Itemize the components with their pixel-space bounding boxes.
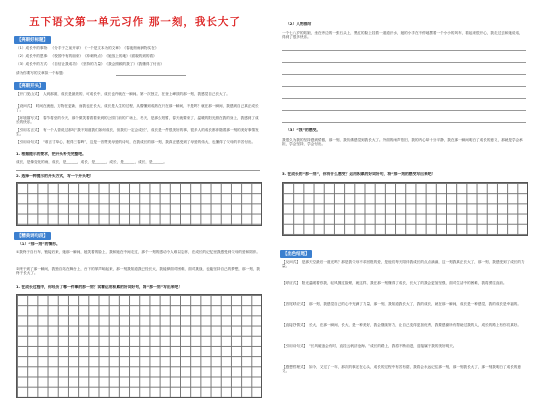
- question-2: 2. 选择一种提示的开头方式，写一个开头吧！: [16, 174, 94, 178]
- character-description: 一个七八岁的姑娘，坐在旁边的一张石头上，黑红的脸上挂着一道道汗水，她的小手在不停地摆着一个小小的风车，看起来很开心，我走过去和她说话，得到了很多快乐。: [282, 31, 523, 40]
- section-header-phrases: 【精美词句段】: [14, 232, 51, 240]
- question-4: 3. 在成长的“那一刻”，你有什么感受？运用积累的好词好句，将“那一刻的感受写出来吧！: [282, 172, 436, 176]
- writing-grid-2[interactable]: [16, 294, 262, 398]
- divider: [282, 62, 526, 63]
- opening-direct: 【开门见山式】 人到那面，成长是最美的，可成长中，成长也许就在一瞬间。第一次独立，在登上峰顶的那一刻，我感觉自己长大了。: [16, 92, 230, 96]
- title-prompt: 请为你要写的文章拟一个标题：: [16, 71, 67, 75]
- writing-grid-1[interactable]: [16, 182, 262, 226]
- phrase-example-1: ①我终于自行车，链接后来，她那一瞬间，她笑着的脸上，我和她在中间走过，那个一刻的感动令人难以忘怀，在成长的记忆里我感受到父母的爱和陪伴。: [16, 250, 260, 254]
- opening-quote: 【引用名言式】 有一个人曾说过那句“我不知道我们如何成长，但我们一定会成长”，成长是一件很美好的事，很多人的成长都伴随着那一刻的美好事情发生。: [16, 128, 259, 137]
- feeling-description: 我很久为我的坚持感到骄傲，那一刻，我仿佛感觉到我长大了。外面的雨声依旧，我的内心却十分平静，我在那一瞬间明白了成长的意义，那就是学会承担，学会坚持，学会付出。: [282, 138, 523, 147]
- section-header-titles: 【亮眼好标题】: [14, 36, 51, 44]
- ending-rhetorical: 【反问式】 是那天空最后一道光吗？那是我父母不求回报的爱，是他们每天陪伴我成长的点点滴滴，这一刻我真正长大了，那一刻，我感受到了成长的力量。: [282, 260, 525, 269]
- ending-philosophy: 【感想哲理式】 如今，又过了一年，那次的事还在心头，成长的过程中有苦有甜，我将会永远记住那一刻，那一刻我长大了，那一刻我明白了成长的意义。: [282, 365, 521, 374]
- title-example-3: （3）成长中的方式：《自信让我成功》 《坚持的力量》 《我会照顾的我了》《我懂得了付出》: [16, 62, 164, 66]
- subheading-feeling: （3）“我”的感受。: [286, 128, 321, 132]
- opening-environment: 【环境描写式】 春节将至的今天，那个微笑着看着来到的公园门前的广场上，冬天，是那么短暂，春天就要来了，温暖的阳光照在我的身上，我感到了成长的快乐。: [16, 116, 259, 125]
- divider: [282, 122, 526, 123]
- divider: [282, 110, 526, 111]
- page-title: 五下语文第一单元习作 那一刻，我长大了: [29, 16, 241, 28]
- answer-line: [16, 170, 260, 171]
- section-header-endings: 【出色结尾】: [280, 250, 312, 258]
- divider: [282, 98, 526, 99]
- question-1: 1. 根据提示的要求，把开头补充完整吧。: [16, 152, 86, 156]
- opening-poem: 【引用诗句式】 “谁言寸草心，报得三春晖”，这是一首赞美母爱的诗句，在我成长的那一刻，我真正感受到了母爱的伟大，也懂得了父母的辛苦付出。: [16, 140, 256, 144]
- writing-grid-3[interactable]: [282, 182, 528, 236]
- phrase-example-2: ②终于到了那一瞬间，我独自站在舞台上，台下的掌声响起来，那一刻我知道我已经长大，我能够面对困难，面对挑战，也能坚持自己的梦想，那一刻，我终于长大了。: [16, 267, 260, 276]
- section-header-openings: 【亮眼开头】: [14, 82, 46, 90]
- divider: [282, 86, 526, 87]
- title-answer-line: [116, 75, 186, 76]
- subheading-character: （2）人物描写: [286, 22, 312, 26]
- ending-head-tail: 【首尾呼应式】 那一刻，我感觉自己的心中充满了力量，那一刻，我知道我长大了，我的成长，就在那一瞬间，成长是一种感觉，我的成长是幸福的。: [282, 302, 521, 306]
- title-example-1: （1）成长中的事物：《分手于之前开拿》 《一个是文本为的文章》 《春夜细雨润物实在》: [16, 46, 159, 50]
- subheading-moment: （1）“那一刻”的情形。: [18, 242, 60, 246]
- divider: [282, 74, 526, 75]
- ending-poem: 【引用诗句式】 “长风破浪会有时，直挂云帆济沧海。”成长的路上，我将不断前进，迎接属于我的美好明天。: [282, 344, 457, 348]
- question-3: 1. 在成长过程中，你经历了哪一件事的那一刻？试着运用积累的好词好句，将“那一刻”写出来吧！: [16, 285, 183, 289]
- ending-echo: 【呼应式】 阳光温暖着你我，轻风拂过脸颊，就这样，我在那一刻懂得了成长，长大了的我会更加坚强，面对生活中的困难，我将勇往直前。: [282, 281, 507, 285]
- title-example-2: （2）成长中的恩事：《校园中有的朋来》 《冲刺终点》 《她放上的地》《面貌的到的看》: [16, 54, 157, 58]
- fill-in-sentence: 成长，是像变化的雨，成长，是______，成长，是______，成长，是______，成长，是______。: [16, 160, 167, 164]
- opening-question: 【设问式】 时间在流逝，万物在更新，而我也在长大，成长是人生的过程，从懵懂到成熟在只在那一瞬间，不是吗？就在那一瞬间，我感到自己真正成长了。: [16, 104, 259, 113]
- divider: [282, 50, 526, 51]
- ending-lyrical: 【直接抒情式】 长大，在那一瞬间，长大，是一种美好，我会继续努力，让自己变得更加优秀，我要感谢所有帮助过我的人，成长的路上有你们真好。: [282, 323, 521, 327]
